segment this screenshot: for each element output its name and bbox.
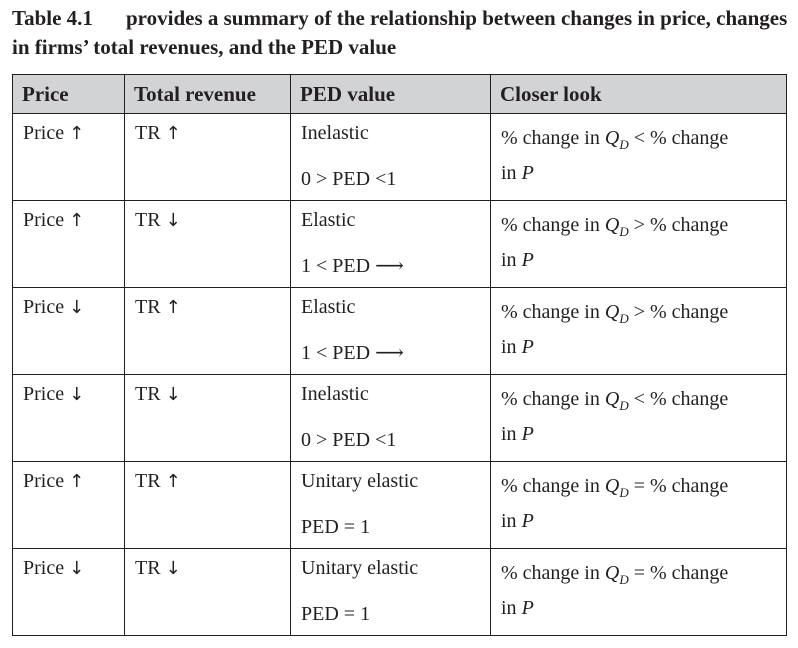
header-price: Price	[13, 75, 125, 114]
ped-label: Elastic	[301, 296, 356, 318]
closer-look-cell	[491, 462, 787, 549]
table-number: Table 4.1	[12, 6, 93, 30]
total-revenue-cell	[125, 549, 291, 636]
closer-prefix: % change in	[501, 214, 600, 236]
closer-operator: >	[633, 301, 645, 323]
header-ped-value: PED value	[291, 75, 491, 114]
ped-value-cell	[291, 549, 491, 636]
price-direction-icon: ↓	[69, 558, 85, 579]
table-row	[13, 114, 787, 201]
ped-summary-table	[12, 74, 787, 636]
ped-value-cell	[291, 375, 491, 462]
header-total-revenue: Total revenue	[125, 75, 291, 114]
tr-direction-icon: ↓	[165, 384, 181, 405]
closer-variable-2: P	[521, 510, 534, 532]
price-cell	[13, 288, 125, 375]
closer-subscript: D	[619, 485, 629, 500]
closer-subscript: D	[619, 311, 629, 326]
ped-label: Elastic	[301, 209, 356, 231]
table-header-row	[13, 75, 787, 114]
tr-label: TR	[135, 557, 161, 579]
table-row	[13, 375, 787, 462]
tr-label: TR	[135, 296, 161, 318]
closer-prefix: % change in	[501, 562, 600, 584]
tr-label: TR	[135, 470, 161, 492]
closer-look-cell	[491, 549, 787, 636]
price-cell	[13, 549, 125, 636]
tr-direction-icon: ↑	[165, 297, 181, 318]
closer-operator: <	[633, 388, 645, 410]
table-row	[13, 462, 787, 549]
closer-operator: >	[633, 214, 645, 236]
tr-direction-icon: ↑	[165, 471, 181, 492]
closer-subscript: D	[619, 398, 629, 413]
ped-condition: 1 < PED ⟶	[301, 255, 404, 277]
ped-value-cell	[291, 114, 491, 201]
closer-variable: Q	[604, 475, 620, 497]
ped-label: Inelastic	[301, 383, 369, 405]
closer-variable: Q	[604, 127, 620, 149]
closer-suffix: % change	[649, 388, 729, 410]
table-row	[13, 288, 787, 375]
closer-variable-2: P	[521, 597, 534, 619]
price-label: Price	[23, 122, 65, 144]
closer-prefix: % change in	[501, 301, 600, 323]
price-label: Price	[23, 470, 65, 492]
closer-suffix: % change	[649, 127, 729, 149]
ped-condition: 1 < PED ⟶	[301, 342, 404, 364]
ped-condition: PED = 1	[301, 603, 371, 625]
tr-label: TR	[135, 383, 161, 405]
closer-subscript: D	[619, 137, 629, 152]
closer-subscript: D	[619, 224, 629, 239]
closer-variable: Q	[604, 562, 620, 584]
summary-table-container	[12, 74, 786, 636]
table-row	[13, 201, 787, 288]
closer-variable: Q	[604, 214, 620, 236]
closer-line2: in	[501, 162, 517, 184]
closer-suffix: % change	[649, 562, 729, 584]
header-closer-look: Closer look	[491, 75, 787, 114]
closer-suffix: % change	[649, 301, 729, 323]
price-label: Price	[23, 383, 65, 405]
total-revenue-cell	[125, 375, 291, 462]
ped-value-cell	[291, 462, 491, 549]
total-revenue-cell	[125, 462, 291, 549]
closer-prefix: % change in	[501, 388, 600, 410]
closer-variable: Q	[604, 301, 620, 323]
closer-variable-2: P	[521, 336, 534, 358]
tr-direction-icon: ↓	[165, 210, 181, 231]
tr-direction-icon: ↓	[165, 558, 181, 579]
price-cell	[13, 201, 125, 288]
closer-line2: in	[501, 336, 517, 358]
price-direction-icon: ↑	[69, 471, 85, 492]
closer-operator: =	[633, 475, 645, 497]
ped-label: Unitary elastic	[301, 470, 419, 492]
closer-prefix: % change in	[501, 127, 600, 149]
closer-subscript: D	[619, 572, 629, 587]
ped-label: Inelastic	[301, 122, 369, 144]
total-revenue-cell	[125, 201, 291, 288]
ped-condition: 0 > PED <1	[301, 429, 397, 451]
closer-line2: in	[501, 423, 517, 445]
closer-operator: <	[633, 127, 645, 149]
tr-label: TR	[135, 209, 161, 231]
price-label: Price	[23, 209, 65, 231]
price-direction-icon: ↑	[69, 123, 85, 144]
price-label: Price	[23, 296, 65, 318]
closer-prefix: % change in	[501, 475, 600, 497]
ped-value-cell	[291, 288, 491, 375]
price-direction-icon: ↓	[69, 384, 85, 405]
ped-condition: 0 > PED <1	[301, 168, 397, 190]
tr-direction-icon: ↑	[165, 123, 181, 144]
price-cell	[13, 462, 125, 549]
closer-variable-2: P	[521, 162, 534, 184]
table-caption	[12, 4, 792, 62]
closer-look-cell	[491, 375, 787, 462]
price-direction-icon: ↑	[69, 210, 85, 231]
closer-variable: Q	[604, 388, 620, 410]
closer-suffix: % change	[649, 475, 729, 497]
closer-look-cell	[491, 114, 787, 201]
closer-variable-2: P	[521, 423, 534, 445]
closer-look-cell	[491, 201, 787, 288]
closer-line2: in	[501, 597, 517, 619]
price-cell	[13, 114, 125, 201]
ped-label: Unitary elastic	[301, 557, 419, 579]
closer-operator: =	[633, 562, 645, 584]
table-body	[13, 114, 787, 636]
price-label: Price	[23, 557, 65, 579]
closer-line2: in	[501, 510, 517, 532]
tr-label: TR	[135, 122, 161, 144]
closer-line2: in	[501, 249, 517, 271]
table-row	[13, 549, 787, 636]
total-revenue-cell	[125, 288, 291, 375]
ped-value-cell	[291, 201, 491, 288]
closer-look-cell	[491, 288, 787, 375]
price-direction-icon: ↓	[69, 297, 85, 318]
ped-condition: PED = 1	[301, 516, 371, 538]
closer-suffix: % change	[649, 214, 729, 236]
price-cell	[13, 375, 125, 462]
total-revenue-cell	[125, 114, 291, 201]
caption-text: provides a summary of the relationship between changes in price, changes in firms’ total revenues, and the PED value	[12, 6, 788, 59]
closer-variable-2: P	[521, 249, 534, 271]
